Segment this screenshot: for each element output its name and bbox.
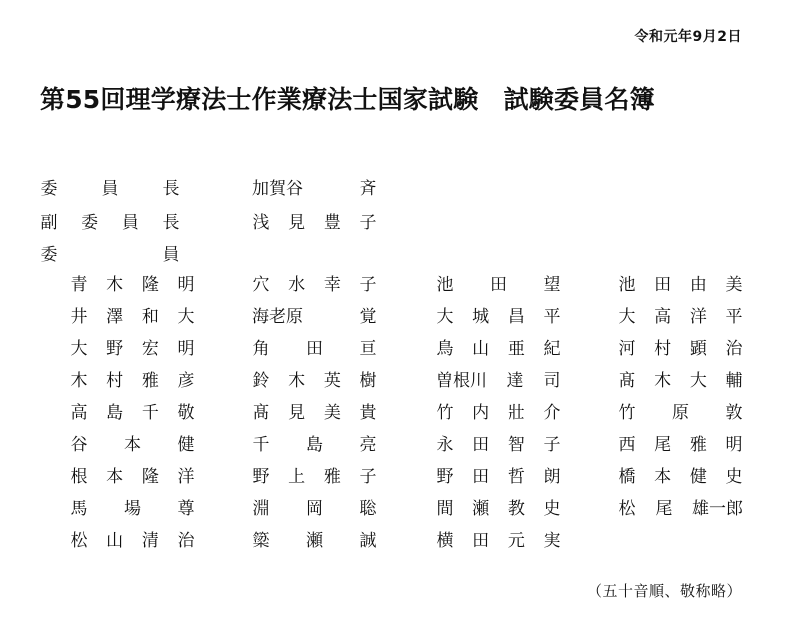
member-name: 橋 本 健 史: [618, 467, 743, 487]
member-name: 井 澤 和 大: [70, 307, 195, 327]
member-name: 河 村 顕 治: [618, 339, 743, 359]
member-row: [0, 430, 800, 460]
member-name: 青 木 隆 明: [70, 275, 195, 295]
member-name: 大 野 宏 明: [70, 339, 195, 359]
member-row: [0, 462, 800, 492]
role-char: 委: [40, 179, 58, 199]
name-char: 見: [288, 213, 306, 233]
member-row: [0, 526, 800, 556]
member-name: 髙 木 大 輔: [618, 371, 743, 391]
member-name: 千 島 亮: [252, 435, 377, 455]
member-row: [0, 398, 800, 428]
member-name: 穴 水 幸 子: [252, 275, 377, 295]
role-char: 員: [121, 213, 139, 233]
role-char: 委: [81, 213, 99, 233]
member-name: 大 城 昌 平: [436, 307, 561, 327]
member-name: 簗 瀬 誠: [252, 531, 377, 551]
member-name: 海老原 覚: [252, 307, 377, 327]
name-surname: 加賀谷: [252, 179, 303, 199]
name-given: 斉: [359, 179, 377, 199]
role-label-vice-chair: [40, 208, 180, 238]
member-name: 池 田 望: [436, 275, 561, 295]
member-name: 松 尾 雄一郎: [618, 499, 743, 519]
member-row: [0, 494, 800, 524]
role-char: 副: [40, 213, 58, 233]
member-name: 竹 原 敦: [618, 403, 743, 423]
name-char: 豊: [323, 213, 341, 233]
role-label-members: [40, 240, 180, 270]
member-row: [0, 302, 800, 332]
name-char: 子: [359, 213, 377, 233]
member-name: 野 上 雅 子: [252, 467, 377, 487]
member-name: 永 田 智 子: [436, 435, 561, 455]
member-name: 間 瀬 教 史: [436, 499, 561, 519]
member-row: [0, 270, 800, 300]
member-name: 大 高 洋 平: [618, 307, 743, 327]
chair-name: [252, 174, 377, 204]
officer-row-vice-chair: [40, 208, 390, 238]
member-name: 野 田 哲 朗: [436, 467, 561, 487]
member-row: [0, 366, 800, 396]
role-char: 員: [162, 245, 180, 265]
role-char: 委: [40, 245, 58, 265]
document-title: 第55回理学療法士作業療法士国家試験 試験委員名簿: [40, 85, 655, 114]
member-row: [0, 334, 800, 364]
role-char: 長: [162, 179, 180, 199]
officer-row-members: [40, 240, 390, 270]
vice-chair-name: [252, 208, 377, 238]
member-name: 池 田 由 美: [618, 275, 743, 295]
member-name: 馬 場 尊: [70, 499, 195, 519]
document-date: 令和元年9月2日: [634, 29, 742, 45]
role-char: 長: [162, 213, 180, 233]
member-name: 西 尾 雅 明: [618, 435, 743, 455]
member-name: 角 田 亘: [252, 339, 377, 359]
role-label-chair: [40, 174, 180, 204]
member-name: 髙 見 美 貴: [252, 403, 377, 423]
member-name: 曽根川 達 司: [436, 371, 561, 391]
member-name: 松 山 清 治: [70, 531, 195, 551]
member-name: 横 田 元 実: [436, 531, 561, 551]
ordering-note: （五十音順、敬称略）: [586, 582, 742, 600]
role-char: 員: [101, 179, 119, 199]
member-name: 高 島 千 敬: [70, 403, 195, 423]
member-name: 根 本 隆 洋: [70, 467, 195, 487]
name-char: 浅: [252, 213, 270, 233]
member-name: 鳥 山 亜 紀: [436, 339, 561, 359]
member-name: 鈴 木 英 樹: [252, 371, 377, 391]
member-name: 谷 本 健: [70, 435, 195, 455]
member-name: 木 村 雅 彦: [70, 371, 195, 391]
officer-row-chair: [40, 174, 390, 204]
member-name: 淵 岡 聡: [252, 499, 377, 519]
member-name: 竹 内 壯 介: [436, 403, 561, 423]
